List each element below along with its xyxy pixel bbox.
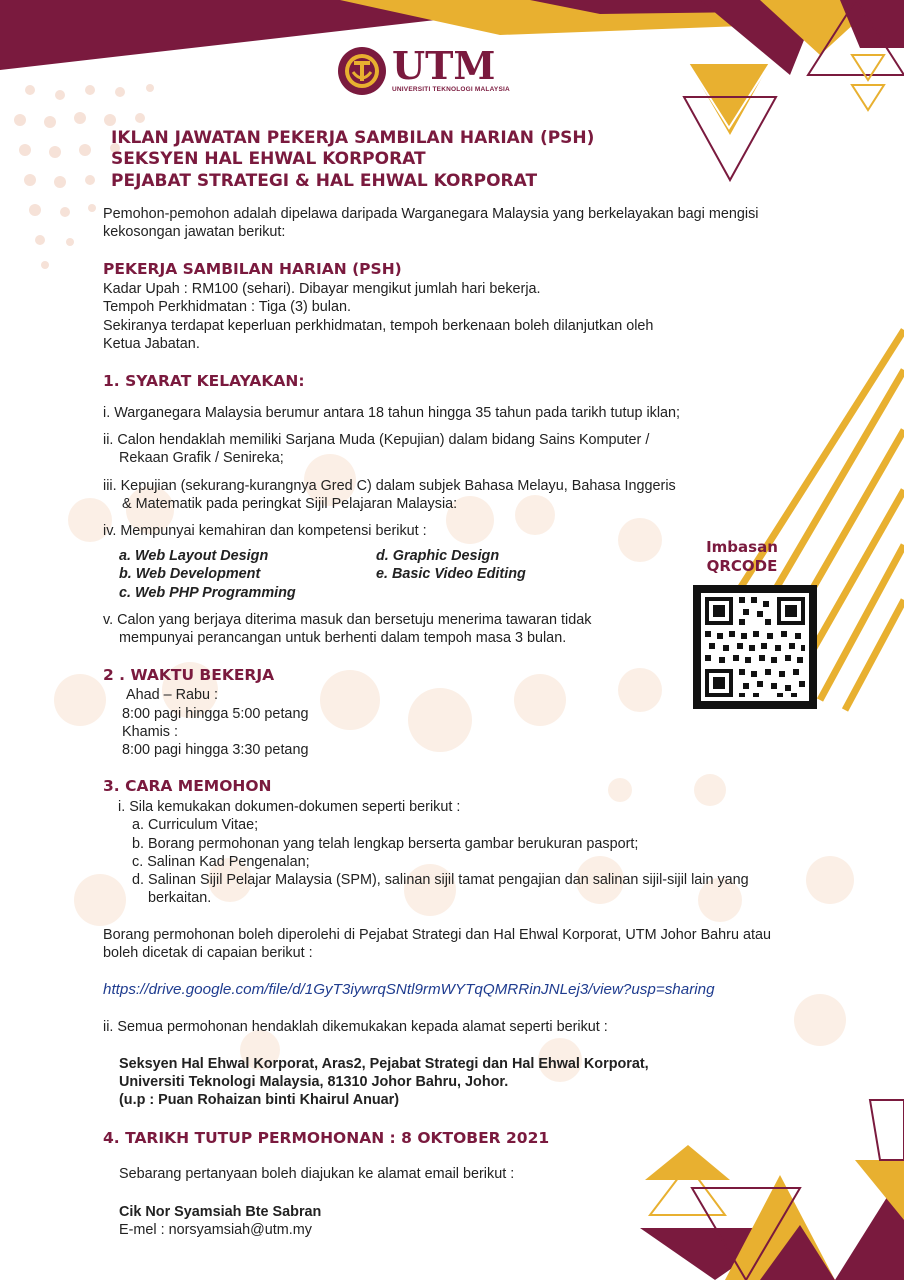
qr-label-1: Imbasan bbox=[706, 538, 778, 556]
contact-name: Cik Nor Syamsiah Bte Sabran bbox=[119, 1204, 322, 1220]
logo-subtitle: UNIVERSITI TEKNOLOGI MALAYSIA bbox=[392, 86, 510, 93]
title-line-2: SEKSYEN HAL EHWAL KORPORAT bbox=[111, 149, 426, 169]
cara-doc: d. Salinan Sijil Pelajar Malaysia (SPM), salinan sijil tamat pengajian dan salinan sijil-sijil lain yang bbox=[132, 872, 749, 888]
waktu-line: Khamis : bbox=[122, 724, 178, 740]
enquiry-text: Sebarang pertanyaan boleh diajukan ke alamat email berikut : bbox=[119, 1166, 515, 1182]
position-line: Tempoh Perkhidmatan : Tiga (3) bulan. bbox=[103, 299, 351, 315]
position-heading: PEKERJA SAMBILAN HARIAN (PSH) bbox=[103, 260, 402, 278]
address-line: Universiti Teknologi Malaysia, 81310 Johor Bahru, Johor. bbox=[119, 1074, 509, 1090]
contact-email[interactable]: E-mel : norsyamsiah@utm.my bbox=[119, 1222, 312, 1238]
position-line: Kadar Upah : RM100 (sehari). Dibayar mengikut jumlah hari bekerja. bbox=[103, 281, 541, 297]
cara-doc: b. Borang permohonan yang telah lengkap berserta gambar berukuran pasport; bbox=[132, 836, 639, 852]
logo-wordmark: UTM bbox=[392, 43, 496, 88]
borang-line-1: Borang permohonan boleh diperolehi di Pejabat Strategi dan Hal Ehwal Korporat, UTM Johor Bahru atau bbox=[103, 927, 771, 943]
syarat-item-iii: iii. Kepujian (sekurang-kurangnya Gred C) dalam subjek Bahasa Melayu, Bahasa Inggeris bbox=[103, 478, 676, 494]
syarat-item-v: v. Calon yang berjaya diterima masuk dan bersetuju menerima tawaran tidak bbox=[103, 612, 592, 628]
section-cara-heading: 3. CARA MEMOHON bbox=[103, 777, 272, 795]
syarat-item-i: i. Warganegara Malaysia berumur antara 18 tahun hingga 35 tahun pada tarikh tutup iklan; bbox=[103, 405, 681, 421]
cara-doc: a. Curriculum Vitae; bbox=[132, 817, 259, 833]
title-line-3: PEJABAT STRATEGI & HAL EHWAL KORPORAT bbox=[111, 171, 538, 191]
waktu-line: 8:00 pagi hingga 5:00 petang bbox=[122, 706, 309, 722]
waktu-line: Ahad – Rabu : bbox=[126, 687, 219, 703]
cara-doc: c. Salinan Kad Pengenalan; bbox=[132, 854, 310, 870]
qr-label-2: QRCODE bbox=[706, 557, 778, 575]
intro-line-1: Pemohon-pemohon adalah dipelawa daripada Warganegara Malaysia yang berkelayakan bagi mengisi bbox=[103, 206, 759, 222]
title-line-1: IKLAN JAWATAN PEKERJA SAMBILAN HARIAN (PSH) bbox=[111, 128, 595, 148]
skill-item: d. Graphic Design bbox=[376, 548, 500, 564]
utm-crest-icon bbox=[337, 46, 387, 96]
address-line: (u.p : Puan Rohaizan binti Khairul Anuar) bbox=[119, 1092, 400, 1108]
syarat-item-iii-cont: & Matematik pada peringkat Sijil Pelajaran Malaysia: bbox=[122, 496, 458, 512]
borang-line-2: boleh dicetak di capaian berikut : bbox=[103, 945, 313, 961]
skill-item: a. Web Layout Design bbox=[119, 548, 269, 564]
position-line: Ketua Jabatan. bbox=[103, 336, 200, 352]
address-line: Seksyen Hal Ehwal Korporat, Aras2, Pejabat Strategi dan Hal Ehwal Korporat, bbox=[119, 1056, 649, 1072]
syarat-item-ii: ii. Calon hendaklah memiliki Sarjana Muda (Kepujian) dalam bidang Sains Komputer / bbox=[103, 432, 650, 448]
application-form-link[interactable]: https://drive.google.com/file/d/1GyT3iywrqSNtl9rmWYTqQMRRinJNLej3/view?usp=sharing bbox=[103, 981, 715, 998]
syarat-item-iv: iv. Mempunyai kemahiran dan kompetensi berikut : bbox=[103, 523, 427, 539]
section-waktu-heading: 2 . WAKTU BEKERJA bbox=[103, 666, 275, 684]
intro-line-2: kekosongan jawatan berikut: bbox=[103, 224, 286, 240]
skill-item: b. Web Development bbox=[119, 566, 261, 582]
syarat-item-v-cont: mempunyai perancangan untuk berhenti dalam tempoh masa 3 bulan. bbox=[119, 630, 567, 646]
cara-item-ii: ii. Semua permohonan hendaklah dikemukakan kepada alamat seperti berikut : bbox=[103, 1019, 608, 1035]
skill-item: c. Web PHP Programming bbox=[119, 585, 296, 601]
syarat-item-ii-cont: Rekaan Grafik / Senireka; bbox=[119, 450, 284, 466]
cara-item-i: i. Sila kemukakan dokumen-dokumen seperti berikut : bbox=[118, 799, 461, 815]
skill-item: e. Basic Video Editing bbox=[376, 566, 526, 582]
section-syarat-heading: 1. SYARAT KELAYAKAN: bbox=[103, 372, 305, 390]
cara-doc-cont: berkaitan. bbox=[148, 890, 212, 906]
section-tarikh-heading: 4. TARIKH TUTUP PERMOHONAN : 8 OKTOBER 2021 bbox=[103, 1129, 550, 1147]
position-line: Sekiranya terdapat keperluan perkhidmatan, tempoh berkenaan boleh dilanjutkan oleh bbox=[103, 318, 654, 334]
waktu-line: 8:00 pagi hingga 3:30 petang bbox=[122, 742, 309, 758]
qr-code-icon[interactable] bbox=[693, 585, 817, 709]
